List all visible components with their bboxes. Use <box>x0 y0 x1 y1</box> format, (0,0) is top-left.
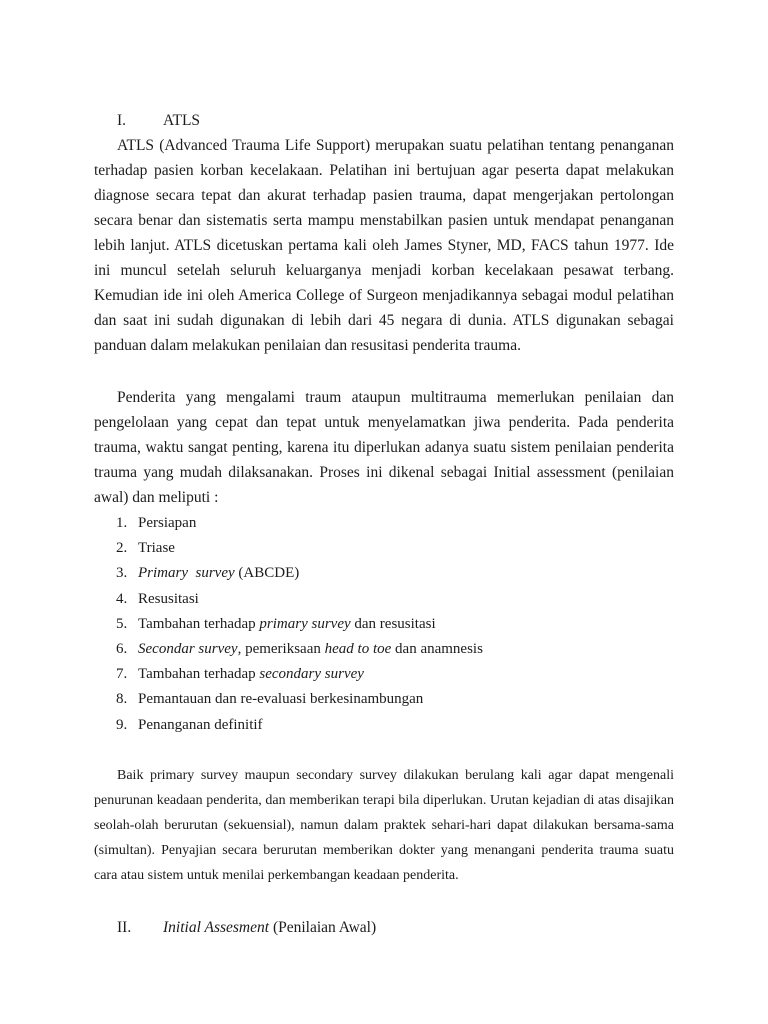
list-item-number: 4. <box>116 590 128 607</box>
section-2-heading <box>117 918 376 938</box>
section-2-title-rest: (Penilaian Awal) <box>269 919 377 936</box>
list-item-number: 6. <box>116 640 128 657</box>
paragraph-atls-intro <box>94 133 674 358</box>
list-item-italic-text: secondary survey <box>259 666 364 683</box>
list-item-italic-text: primary survey <box>259 615 351 632</box>
list-item <box>116 687 483 712</box>
list-item-italic-text: head to toe <box>324 640 392 657</box>
paragraph-initial-assessment-text: Penderita yang mengalami traum ataupun multitrauma memerlukan penilaian dan pengelolaan yang cepat dan tepat untuk menyelamatkan jiwa penderita. Pada penderita trauma, waktu sangat penting, karena itu diperlukan adanya suatu sistem penilaian penderita trauma yang mudah dilaksanakan. Proses ini dikenal sebagai Initial assessment (penilaian awal) dan meliputi : <box>94 389 674 506</box>
list-item-text: , pemeriksaan <box>237 640 325 657</box>
paragraph-survey-notes-text: Baik primary survey maupun secondary survey dilakukan berulang kali agar dapat mengenali penurunan keadaan penderita, dan memberikan terapi bila diperlukan. Urutan kejadian di atas disajikan seolah-olah berurutan (sekuensial), namun dalam praktek sehari-hari dapat dilakukan bersama-sama (simultan). Penyajian secara berurutan memberikan dokter yang menangani penderita trauma suatu cara atau sistem untuk menilai perkembangan keadaan penderita. <box>94 768 674 883</box>
list-item-text: Pemantauan dan re-evaluasi berkesinambungan <box>138 691 424 708</box>
list-item-text: Penanganan definitif <box>138 716 263 733</box>
section-2-title-italic: Initial Assesment <box>163 919 270 936</box>
paragraph-survey-notes <box>94 763 674 888</box>
section-2-number: II. <box>117 919 132 936</box>
section-1-heading <box>117 111 200 131</box>
list-item <box>116 511 483 536</box>
list-item-number: 3. <box>116 565 128 582</box>
list-item <box>116 587 483 612</box>
list-item-number: 5. <box>116 615 128 632</box>
list-item-text: dan anamnesis <box>391 640 483 657</box>
paragraph-initial-assessment <box>94 385 674 510</box>
assessment-steps-list <box>116 511 483 738</box>
list-item-text: Tambahan terhadap <box>138 666 260 683</box>
list-item-number: 2. <box>116 540 128 557</box>
section-1-number: I. <box>117 112 127 129</box>
list-item-italic-text: Primary survey <box>138 565 235 582</box>
list-item-text: Triase <box>138 540 175 557</box>
list-item-text: (ABCDE) <box>234 565 300 582</box>
list-item-text: Tambahan terhadap <box>138 615 260 632</box>
list-item <box>116 662 483 687</box>
list-item <box>116 536 483 561</box>
list-item-italic-text: Secondar survey <box>138 640 238 657</box>
list-item-number: 8. <box>116 691 128 708</box>
list-item <box>116 612 483 637</box>
section-1-title: ATLS <box>163 112 201 129</box>
list-item-text: dan resusitasi <box>350 615 436 632</box>
list-item-text: Persiapan <box>138 515 197 531</box>
list-item <box>116 637 483 662</box>
list-item-number: 9. <box>116 716 128 733</box>
paragraph-atls-intro-text: ATLS (Advanced Trauma Life Support) merupakan suatu pelatihan tentang penanganan terhadap pasien korban kecelakaan. Pelatihan ini bertujuan agar peserta dapat melakukan diagnose secara tepat dan akurat terhadap pasien trauma, dapat mengerjakan pertolongan secara benar dan sistematis serta mampu menstabilkan pasien untuk mendapat penanganan lebih lanjut. ATLS dicetuskan pertama kali oleh James Styner, MD, FACS tahun 1977. Ide ini muncul setelah seluruh keluarganya menjadi korban kecelakaan pesawat terbang. Kemudian ide ini oleh America College of Surgeon menjadikannya sebagai modul pelatihan dan saat ini sudah digunakan di lebih dari 45 negara di dunia. ATLS digunakan sebagai panduan dalam melakukan penilaian dan resusitasi penderita trauma. <box>94 137 674 354</box>
list-item-number: 7. <box>116 666 128 683</box>
list-item <box>116 561 483 586</box>
list-item-text: Resusitasi <box>138 590 199 607</box>
list-item <box>116 713 483 738</box>
list-item-number: 1. <box>116 515 128 531</box>
